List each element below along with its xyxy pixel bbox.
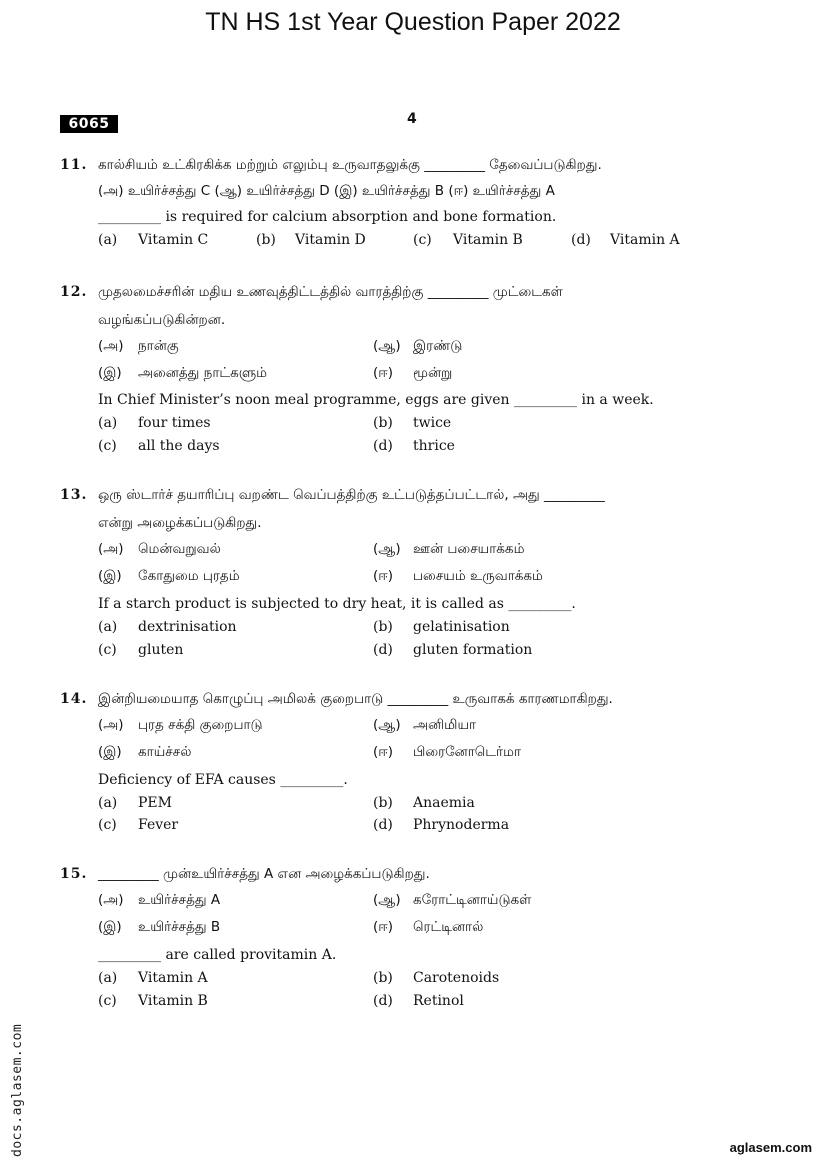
option-text: four times (138, 415, 211, 431)
english-stem: _________ are called provitamin A. (98, 947, 337, 963)
option-text: all the days (138, 438, 220, 454)
option-letter: (d) (571, 232, 591, 248)
option-letter: (d) (373, 438, 393, 454)
tamil-option-text: கோதுமை புரதம் (138, 568, 240, 584)
tamil-option-text: உயிர்ச்சத்து B (138, 919, 221, 935)
page-number: 4 (407, 111, 417, 127)
tamil-option-letter: (ஆ) (373, 338, 401, 354)
footer-site-name: aglasem.com (729, 1140, 812, 1155)
tamil-stem-line: இன்றியமையாத கொழுப்பு அமிலக் குறைபாடு _________ உருவாகக் காரணமாகிறது. (98, 691, 613, 707)
tamil-option-text: ரெட்டினால் (413, 919, 484, 935)
tamil-option-text: மென்வறுவல் (138, 541, 221, 557)
tamil-option-text: அனைத்து நாட்களும் (138, 365, 268, 381)
option-text: Vitamin A (610, 232, 680, 248)
tamil-stem-line: வழங்கப்படுகின்றன. (98, 312, 226, 328)
tamil-stem-line: முதலமைச்சரின் மதிய உணவுத்திட்டத்தில் வாரத்திற்கு _________ முட்டைகள் (98, 284, 563, 300)
question-number: 13. (60, 487, 88, 503)
tamil-option-text: அனிமியா (413, 717, 477, 733)
option-letter: (a) (98, 970, 118, 986)
tamil-option-letter: (ஆ) (373, 717, 401, 733)
tamil-stem-line: _________ முன்உயிர்ச்சத்து A என அழைக்கப்படுகிறது. (98, 866, 430, 882)
english-stem: Deficiency of EFA causes _________. (98, 772, 348, 788)
tamil-option-letter: (அ) (98, 541, 124, 557)
option-letter: (a) (98, 415, 118, 431)
option-text: Fever (138, 817, 179, 833)
option-letter: (a) (98, 619, 118, 635)
option-text: gelatinisation (413, 619, 510, 635)
tamil-option-text: ஊன் பசையாக்கம் (413, 541, 525, 557)
page-title: TN HS 1st Year Question Paper 2022 (205, 8, 621, 36)
option-letter: (b) (373, 970, 393, 986)
tamil-option-text: நான்கு (138, 338, 179, 354)
tamil-option-letter: (இ) (98, 568, 122, 584)
question-number: 15. (60, 866, 88, 882)
tamil-stem-line: என்று அழைக்கப்படுகிறது. (98, 515, 262, 531)
tamil-option-letter: (அ) (98, 338, 124, 354)
tamil-option-letter: (அ) (98, 717, 124, 733)
tamil-option-letter: (ஆ) (373, 892, 401, 908)
tamil-option-letter: (அ) (98, 892, 124, 908)
option-letter: (b) (373, 619, 393, 635)
option-text: Vitamin B (138, 993, 208, 1009)
option-text: PEM (138, 795, 172, 811)
option-text: Vitamin D (295, 232, 366, 248)
tamil-option-text: உயிர்ச்சத்து A (138, 892, 221, 908)
tamil-option-text: காய்ச்சல் (138, 744, 192, 760)
tamil-option-text: பசையம் உருவாக்கம் (413, 568, 543, 584)
option-letter: (c) (98, 642, 117, 658)
option-text: gluten (138, 642, 184, 658)
side-watermark: docs.aglasem.com (10, 1023, 25, 1157)
tamil-option-text: பிரைனோடெர்மா (413, 744, 522, 760)
option-letter: (c) (413, 232, 432, 248)
option-text: Vitamin A (138, 970, 208, 986)
tamil-option-letter: (ஈ) (373, 744, 394, 760)
option-letter: (d) (373, 993, 393, 1009)
tamil-option-letter: (இ) (98, 365, 122, 381)
tamil-option-text: மூன்று (413, 365, 453, 381)
option-letter: (c) (98, 993, 117, 1009)
option-letter: (c) (98, 438, 117, 454)
tamil-option-letter: (ஈ) (373, 568, 394, 584)
option-text: dextrinisation (138, 619, 237, 635)
option-letter: (d) (373, 817, 393, 833)
tamil-options-line: (அ) உயிர்ச்சத்து C (ஆ) உயிர்ச்சத்து D (இ) உயிர்ச்சத்து B (ஈ) உயிர்ச்சத்து A (98, 183, 555, 199)
option-letter: (b) (256, 232, 276, 248)
option-text: Phrynoderma (413, 817, 510, 833)
option-letter: (a) (98, 795, 118, 811)
tamil-option-letter: (இ) (98, 919, 122, 935)
tamil-stem-line: கால்சியம் உட்கிரகிக்க மற்றும் எலும்பு உருவாதலுக்கு _________ தேவைப்படுகிறது. (98, 157, 602, 173)
option-letter: (b) (373, 795, 393, 811)
option-text: thrice (413, 438, 455, 454)
option-text: Anaemia (413, 795, 475, 811)
option-letter: (d) (373, 642, 393, 658)
option-text: Carotenoids (413, 970, 500, 986)
tamil-option-letter: (இ) (98, 744, 122, 760)
option-text: Vitamin B (453, 232, 523, 248)
option-letter: (c) (98, 817, 117, 833)
question-number: 11. (60, 157, 88, 173)
question-number: 12. (60, 284, 88, 300)
tamil-option-text: இரண்டு (413, 338, 463, 354)
tamil-option-text: புரத சக்தி குறைபாடு (138, 717, 263, 733)
tamil-stem-line: ஒரு ஸ்டார்ச் தயாரிப்பு வறண்ட வெப்பத்திற்கு உட்படுத்தப்பட்டால், அது _________ (98, 487, 605, 503)
option-text: Retinol (413, 993, 464, 1009)
option-letter: (b) (373, 415, 393, 431)
tamil-option-letter: (ஆ) (373, 541, 401, 557)
option-letter: (a) (98, 232, 118, 248)
option-text: twice (413, 415, 452, 431)
option-text: gluten formation (413, 642, 533, 658)
english-stem: _________ is required for calcium absorption and bone formation. (98, 209, 557, 225)
tamil-option-letter: (ஈ) (373, 365, 394, 381)
tamil-option-text: கரோட்டினாய்டுகள் (413, 892, 532, 908)
tamil-option-letter: (ஈ) (373, 919, 394, 935)
english-stem: In Chief Minister’s noon meal programme, eggs are given _________ in a week. (98, 392, 654, 408)
option-text: Vitamin C (138, 232, 209, 248)
question-number: 14. (60, 691, 88, 707)
paper-code-badge: 6065 (60, 115, 118, 133)
english-stem: If a starch product is subjected to dry heat, it is called as _________. (98, 596, 576, 612)
